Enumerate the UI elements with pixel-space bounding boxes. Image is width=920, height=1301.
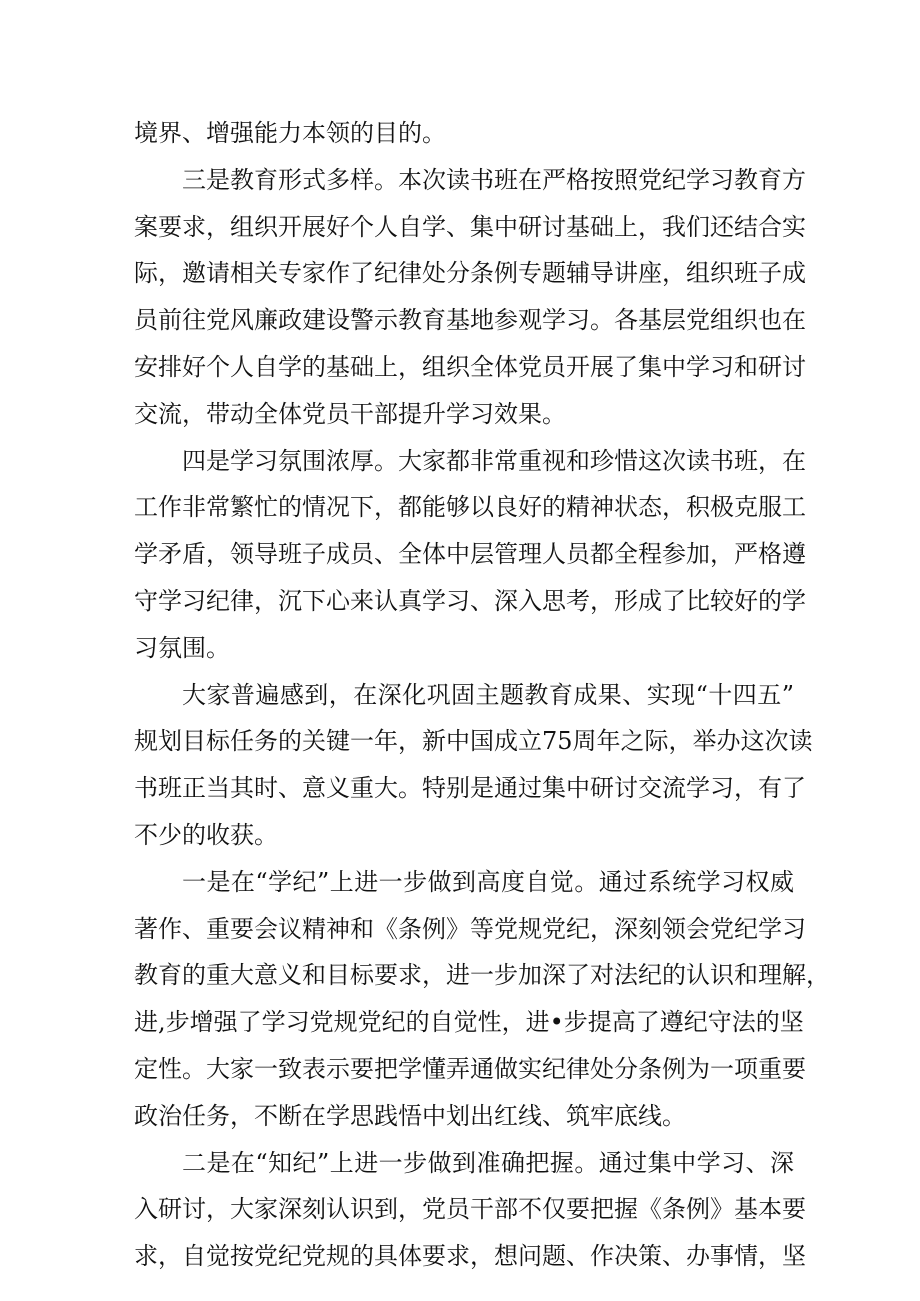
text-line: 三是教育形式多样。本次读书班在严格按照党纪学习教育方 [182,165,806,194]
text-line: 一是在“学纪”上进一步做到高度自觉。通过系统学习权威 [182,867,794,896]
text-line: 工作非常繁忙的情况下，都能够以良好的精神状态，积极克服工 [134,493,806,522]
text-line: 政治任务，不断在学思践悟中划出红线、筑牢底线。 [134,1101,686,1130]
paragraph [134,859,830,1140]
text-line: 二是在“知纪”上进一步做到准确把握。通过集中学习、深 [182,1148,794,1177]
text-line: 规划目标任务的关键一年，新中国成立75周年之际，举办这次读 [134,727,813,756]
paragraph [134,110,794,157]
text-line: 著作、重要会议精神和《条例》等党规党纪，深刻领会党纪学习 [134,914,806,943]
paragraph [134,157,806,438]
text-line: 境界、增强能力本领的目的。 [134,119,446,147]
text-line: 案要求，组织开展好个人自学、集中研讨基础上，我们还结合实 [134,212,806,241]
text-line: 四是学习氛围浓厚。大家都非常重视和珍惜这次读书班，在 [182,446,806,475]
text-line: 守学习纪律，沉下心来认真学习、深入思考，形成了比较好的学 [134,586,806,615]
text-line: 际，邀请相关专家作了纪律处分条例专题辅导讲座，组织班子成 [134,259,806,288]
paragraph [134,1140,806,1280]
paragraph [134,438,806,672]
document-body [134,110,830,1280]
text-line: 习氛围。 [134,633,230,662]
text-line: 员前往党风廉政建设警示教育基地参观学习。各基层党组织也在 [134,306,806,335]
paragraph [134,672,813,859]
text-line: 求，自觉按党纪党规的具体要求，想问题、作决策、办事情，坚 [134,1242,806,1271]
text-line: 交流，带动全体党员干部提升学习效果。 [134,399,566,428]
text-line: 不少的收获。 [134,820,278,849]
text-line: 大家普遍感到，在深化巩固主题教育成果、实现“十四五” [182,680,794,709]
text-line: 书班正当其时、意义重大。特别是通过集中研讨交流学习，有了 [134,774,806,803]
text-line: 入研讨，大家深刻认识到，党员干部不仅要把握《条例》基本要 [134,1195,806,1224]
text-line: 学矛盾，领导班子成员、全体中层管理人员都全程参加，严格遵 [134,540,806,569]
text-line: 定性。大家一致表示要把学懂弄通做实纪律处分条例为一项重要 [134,1054,806,1083]
text-line: 教育的重大意义和目标要求，进一步加深了对法纪的认识和理解， [134,961,830,990]
text-line: 安排好个人自学的基础上，组织全体党员开展了集中学习和研讨 [134,352,806,381]
text-line: 进,步增强了学习党规党纪的自觉性，进•步提高了遵纪守法的坚 [134,1008,804,1037]
